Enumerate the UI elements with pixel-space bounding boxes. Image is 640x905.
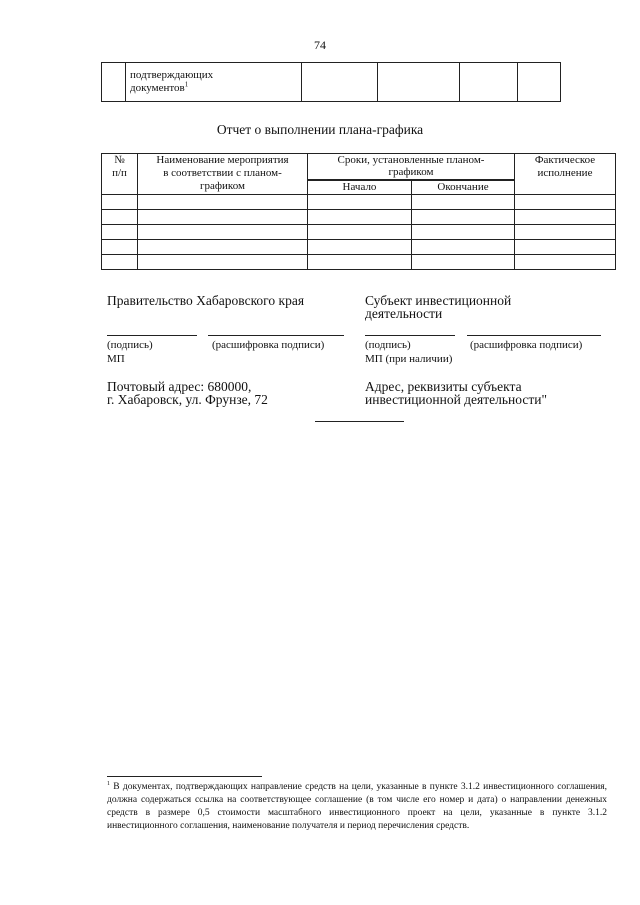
- header-event-line2: в соответствии с планом-: [163, 167, 282, 179]
- header-deadlines-line2: графиком: [388, 166, 434, 178]
- table-row: [102, 225, 616, 240]
- table-cell[interactable]: [412, 225, 515, 240]
- table-cell[interactable]: [412, 210, 515, 225]
- table-row: [102, 195, 616, 210]
- table-cell[interactable]: [515, 225, 616, 240]
- right-seal-label: МП (при наличии): [365, 353, 453, 365]
- header-deadlines: [308, 154, 515, 181]
- header-deadlines-text: [307, 154, 515, 180]
- row-label-line2: документов: [130, 82, 185, 94]
- end-of-document-rule: [315, 421, 404, 422]
- right-address-line1: Адрес, реквизиты субъекта: [365, 379, 522, 394]
- left-address-line1: Почтовый адрес: 680000,: [107, 379, 252, 394]
- table-cell[interactable]: [412, 195, 515, 210]
- footnote-ref[interactable]: 1: [184, 80, 189, 89]
- table-row: [102, 255, 616, 270]
- table-cell[interactable]: [138, 210, 308, 225]
- table-cell[interactable]: [308, 240, 412, 255]
- right-signature-line[interactable]: [365, 335, 455, 336]
- table-cell: [460, 63, 518, 102]
- table-cell: [302, 63, 378, 102]
- table-cell[interactable]: [412, 240, 515, 255]
- right-decode-line[interactable]: [467, 335, 601, 336]
- table-cell[interactable]: [102, 240, 138, 255]
- left-signature-line[interactable]: [107, 335, 197, 336]
- table-cell[interactable]: [102, 195, 138, 210]
- table-row: [102, 240, 616, 255]
- table-cell: [102, 63, 126, 102]
- table-cell[interactable]: [102, 255, 138, 270]
- table-cell[interactable]: [138, 225, 308, 240]
- right-sign-label: (подпись): [365, 339, 411, 351]
- table-cell[interactable]: [308, 255, 412, 270]
- right-party-name-line1: Субъект инвестиционной: [365, 293, 512, 308]
- header-event-line1: Наименование мероприятия: [156, 154, 289, 166]
- left-decode-line[interactable]: [208, 335, 344, 336]
- table-cell[interactable]: [308, 195, 412, 210]
- header-actual: [515, 154, 616, 195]
- footnote-separator: [107, 776, 262, 777]
- header-start: Начало: [308, 181, 412, 195]
- plan-schedule-table: [101, 153, 616, 270]
- table-cell[interactable]: [138, 240, 308, 255]
- header-actual-line2: исполнение: [537, 167, 593, 179]
- table-cell: [518, 63, 561, 102]
- right-address-line2: инвестиционной деятельности": [365, 392, 547, 407]
- table-header-row: [102, 154, 616, 181]
- table-cell[interactable]: [515, 240, 616, 255]
- table-cell: [378, 63, 460, 102]
- header-end: Окончание: [412, 181, 515, 195]
- table-cell[interactable]: [515, 210, 616, 225]
- table-cell[interactable]: [138, 255, 308, 270]
- table-cell-description: [126, 63, 302, 102]
- footnote-mark: 1: [107, 780, 110, 787]
- header-deadlines-line1: Сроки, установленные планом-: [337, 154, 485, 166]
- footnote: [107, 781, 607, 833]
- header-number-line1: №: [114, 154, 125, 166]
- table-row: [102, 210, 616, 225]
- table-cell[interactable]: [102, 225, 138, 240]
- header-number: [102, 154, 138, 195]
- left-seal-label: МП: [107, 353, 125, 365]
- header-number-line2: п/п: [112, 167, 127, 179]
- header-actual-line1: Фактическое: [534, 154, 596, 166]
- page-number: 74: [314, 38, 326, 52]
- report-title: Отчет о выполнении плана-графика: [216, 122, 424, 137]
- left-sign-label: (подпись): [107, 339, 153, 351]
- plan-table-body: [102, 195, 616, 270]
- header-event-line3: графиком: [200, 180, 245, 192]
- right-decode-label: (расшифровка подписи): [470, 339, 583, 351]
- table-cell[interactable]: [515, 195, 616, 210]
- right-party-name-line2: деятельности: [365, 306, 443, 321]
- table-cell[interactable]: [515, 255, 616, 270]
- table-cell[interactable]: [102, 210, 138, 225]
- table-row: [102, 63, 561, 102]
- left-decode-label: (расшифровка подписи): [212, 339, 325, 351]
- table-cell[interactable]: [138, 195, 308, 210]
- left-party-name: Правительство Хабаровского края: [107, 293, 305, 308]
- top-table-fragment: [101, 62, 561, 102]
- header-event-name: [138, 154, 308, 195]
- footnote-text: В документах, подтверждающих направление средств на цели, указанные в пункте 3.1.2 инвестиционного соглашения, должна содержаться ссылка на соответствующее соглашение (в том числе его номер и дата) о направлении денежных средств в размере 0,5 стоимости масштабного инвестиционного проект на цели, указанные в пункте 3.1.2 инвестиционного соглашения, наименование получателя и период перечисления средств.: [107, 782, 607, 831]
- table-cell[interactable]: [308, 225, 412, 240]
- table-cell[interactable]: [308, 210, 412, 225]
- row-label-line1: подтверждающих: [130, 69, 214, 81]
- table-cell[interactable]: [412, 255, 515, 270]
- left-address-line2: г. Хабаровск, ул. Фрунзе, 72: [107, 392, 268, 407]
